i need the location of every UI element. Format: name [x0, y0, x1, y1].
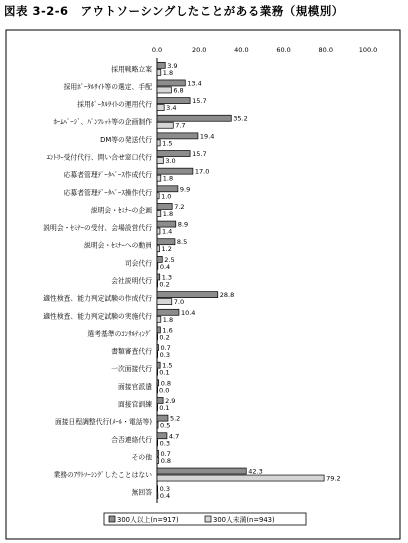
- category-label: 採用戦略立案: [111, 65, 152, 74]
- data-label: 0.3: [159, 351, 170, 360]
- bar: [157, 327, 160, 333]
- bar: [157, 369, 158, 375]
- data-label: 1.8: [162, 174, 174, 183]
- bar: [157, 221, 176, 227]
- category-label: 採用ﾎﾟｰﾀﾙｻｲﾄの運用代行: [77, 100, 152, 109]
- legend-label: 300人未満(n=943): [213, 516, 275, 524]
- bar: [157, 62, 165, 68]
- bar: [157, 440, 158, 446]
- data-label: 0.8: [160, 456, 172, 465]
- bar: [157, 334, 158, 340]
- bar: [157, 292, 218, 298]
- category-label: 面接日程調整代行(ﾒｰﾙ・電話等): [54, 418, 152, 427]
- data-label: 7.7: [175, 121, 186, 130]
- category-label: 説明会・ｾﾐﾅｰの受付、会場設営代行: [43, 224, 152, 233]
- category-label: 書類審査代行: [111, 347, 152, 356]
- data-label: 5.2: [169, 414, 181, 423]
- bar: [157, 457, 159, 463]
- bar: [157, 415, 168, 421]
- category-label: 説明会・ｾﾐﾅｰの企画: [90, 206, 152, 215]
- data-label: 17.0: [194, 167, 210, 176]
- tick-label: 60.0: [276, 46, 291, 54]
- bar: [157, 422, 158, 428]
- bar: [157, 263, 158, 269]
- bar: [157, 387, 158, 393]
- category-label: 面接官訓練: [118, 400, 152, 409]
- data-label: 0.1: [159, 368, 170, 377]
- data-label: 28.8: [219, 291, 235, 300]
- data-label: 1.8: [162, 68, 174, 77]
- data-label: 1.6: [162, 326, 173, 335]
- bar: [157, 493, 158, 499]
- bar: [157, 246, 160, 252]
- bar: [157, 380, 159, 386]
- bar: [157, 80, 185, 86]
- category-label: ﾎｰﾑﾍﾟｰｼﾞ、ﾊﾟﾝﾌﾚｯﾄ等の企画制作: [53, 118, 152, 127]
- bar: [157, 193, 159, 199]
- value-labels: [159, 62, 341, 500]
- bar: [157, 203, 172, 209]
- bar: [157, 151, 190, 157]
- legend-swatch: [109, 516, 115, 522]
- data-label: 1.3: [161, 273, 173, 282]
- data-label: 0.3: [159, 485, 170, 494]
- figure-title: 図表 3-2-6 アウトソーシングしたことがある業務（規模別）: [4, 4, 344, 18]
- data-label: 0.2: [159, 280, 170, 289]
- bar: [157, 450, 158, 456]
- category-label: 面接官派遣: [118, 382, 152, 391]
- bar: [157, 433, 167, 439]
- data-label: 7.0: [173, 298, 185, 307]
- data-label: 0.3: [159, 439, 170, 448]
- bar: [157, 345, 158, 351]
- data-label: 1.5: [162, 361, 173, 370]
- tick-label: 20.0: [191, 46, 207, 54]
- data-label: 0.7: [160, 344, 171, 353]
- bar: [157, 228, 160, 234]
- bar: [157, 87, 171, 93]
- data-label: 8.5: [176, 238, 188, 247]
- data-label: 15.7: [192, 97, 207, 106]
- data-label: 9.9: [179, 185, 191, 194]
- chart-frame: [6, 30, 400, 539]
- category-label: 無回答: [131, 488, 152, 497]
- category-label: 会社説明代行: [111, 277, 152, 285]
- data-label: 35.2: [233, 114, 248, 123]
- data-label: 3.9: [167, 61, 178, 70]
- tick-label: 80.0: [318, 46, 334, 54]
- bar: [157, 69, 161, 75]
- bar: [157, 115, 231, 121]
- bar: [157, 98, 190, 104]
- category-label: その他: [131, 453, 152, 462]
- data-label: 1.8: [162, 209, 174, 218]
- category-labels: [43, 64, 152, 496]
- data-label: 4.7: [168, 432, 180, 441]
- tick-label: 0.0: [151, 46, 163, 54]
- bar: [157, 256, 162, 262]
- category-label: 適性検査、能力判定試験の作成代行: [43, 294, 152, 303]
- data-label: 19.4: [199, 132, 215, 141]
- data-label: 1.2: [161, 245, 172, 254]
- data-label: 0.1: [159, 403, 170, 412]
- bar: [157, 133, 198, 139]
- data-label: 1.0: [161, 192, 172, 201]
- data-label: 1.8: [162, 315, 174, 324]
- bar: [157, 140, 160, 146]
- category-label: 司会代行: [124, 259, 152, 268]
- category-label: 一次面接代行: [111, 365, 152, 374]
- data-label: 0.7: [160, 449, 171, 458]
- bar: [157, 175, 161, 181]
- tick-label: 40.0: [234, 46, 249, 54]
- bar: [157, 397, 163, 403]
- data-label: 3.4: [166, 104, 177, 113]
- bar: [157, 362, 160, 368]
- data-label: 0.0: [159, 386, 170, 395]
- data-label: 0.4: [159, 492, 171, 501]
- data-label: 1.5: [162, 139, 173, 148]
- bar: [157, 274, 160, 280]
- bar: [157, 475, 324, 481]
- data-label: 10.4: [180, 308, 196, 317]
- data-label: 0.8: [160, 379, 172, 388]
- data-label: 2.9: [165, 396, 176, 405]
- data-label: 0.5: [160, 421, 171, 430]
- tick-label: 100.0: [358, 46, 378, 54]
- data-label: 0.4: [159, 262, 171, 271]
- bar: [157, 186, 178, 192]
- data-label: 6.8: [173, 86, 184, 95]
- data-label: 15.7: [192, 150, 207, 159]
- category-label: 適性検査、能力判定試験の実施代行: [43, 312, 152, 321]
- category-label: ｴﾝﾄﾘｰ受付代行、問い合せ窓口代行: [46, 153, 152, 162]
- category-label: 業務のｱｳﾄｿｰｼﾝｸﾞしたことはない: [53, 471, 152, 480]
- data-label: 8.9: [177, 220, 189, 229]
- category-label: 合否連絡代行: [111, 435, 152, 444]
- bar: [157, 122, 173, 128]
- bar: [157, 468, 246, 474]
- data-label: 0.2: [159, 333, 170, 342]
- legend-swatch: [205, 516, 211, 522]
- data-label: 42.3: [248, 467, 263, 476]
- bar: [157, 281, 158, 287]
- bar: [157, 309, 179, 315]
- legend: [104, 513, 306, 525]
- data-label: 79.2: [326, 474, 341, 483]
- category-label: DM等の発送代行: [100, 135, 152, 144]
- bar: [157, 210, 161, 216]
- axis-ticks: [152, 46, 377, 54]
- legend-label: 300人以上(n=917): [117, 516, 179, 524]
- category-label: 採用ﾎﾟｰﾀﾙｻｲﾄ等の選定、手配: [63, 82, 152, 91]
- category-label: 応募者管理ﾃﾞｰﾀﾍﾞｰｽ作成代行: [63, 171, 152, 180]
- bar: [157, 352, 158, 358]
- bar: [157, 404, 158, 410]
- category-label: 選考基準のｺﾝｻﾙﾃｨﾝｸﾞ: [87, 329, 152, 338]
- category-label: 説明会・ｾﾐﾅｰへの動員: [84, 241, 152, 250]
- data-label: 7.2: [174, 202, 185, 211]
- bar: [157, 299, 172, 305]
- bar: [157, 316, 161, 322]
- bar: [157, 239, 175, 245]
- bar: [157, 486, 158, 492]
- data-label: 1.4: [161, 227, 173, 236]
- bar: [157, 158, 163, 164]
- bar: [157, 168, 193, 174]
- data-label: 13.4: [187, 79, 202, 88]
- data-label: 2.5: [164, 255, 175, 264]
- category-label: 応募者管理ﾃﾞｰﾀﾍﾞｰｽ操作代行: [63, 188, 152, 197]
- data-label: 3.0: [165, 157, 176, 166]
- bar: [157, 105, 164, 111]
